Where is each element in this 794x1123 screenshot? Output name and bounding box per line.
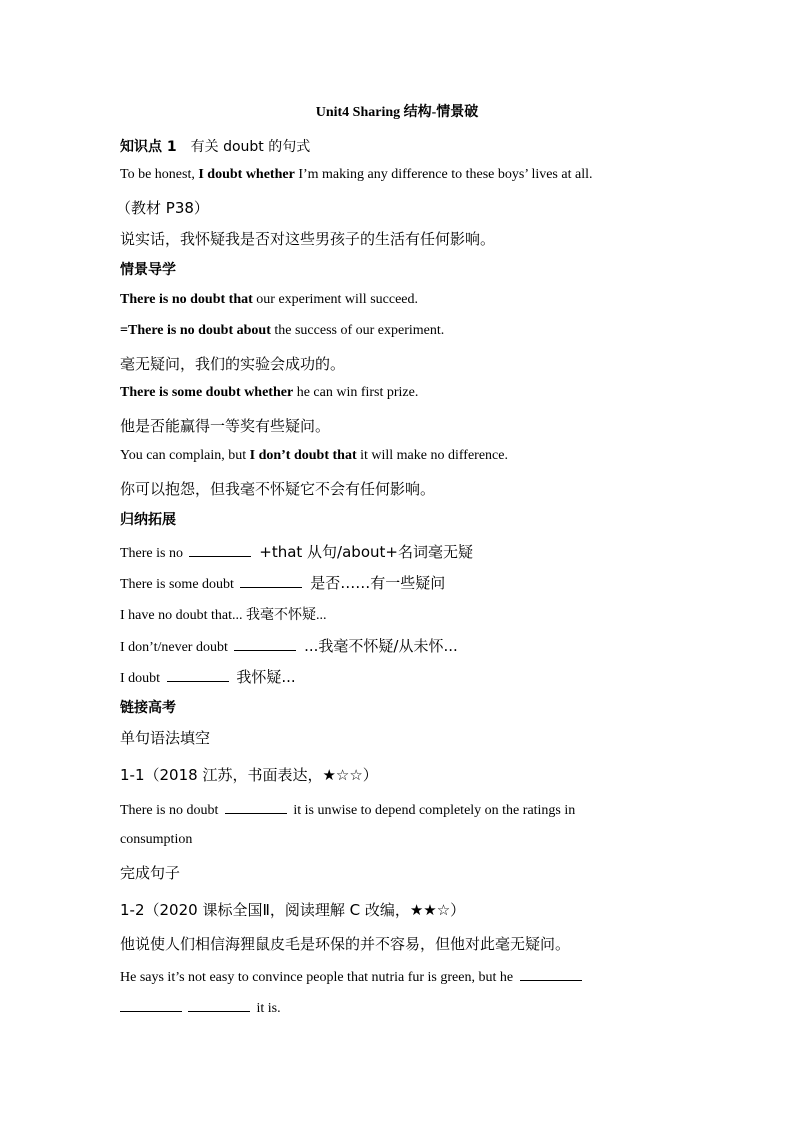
question-1-text: There is no doubt it is unwise to depend completely on the ratings in xyxy=(120,803,576,818)
situation-line: There is no doubt that our experiment will succeed. xyxy=(120,292,418,307)
section-heading-summary: 归纳拓展 xyxy=(120,512,176,528)
example-source: （教材 P38） xyxy=(116,199,209,217)
situation-translation: 你可以抱怨，但我毫不怀疑它不会有任何影响。 xyxy=(120,480,436,498)
answer-blank[interactable] xyxy=(167,669,229,682)
answer-blank[interactable] xyxy=(188,999,250,1012)
question-2-english: He says it’s not easy to convince people that nutria fur is green, but he xyxy=(120,968,585,986)
summary-line: There is no +that 从句/about+名词毫无疑 xyxy=(120,543,473,561)
knowledge-point-heading xyxy=(120,136,310,156)
answer-blank[interactable] xyxy=(120,999,182,1012)
knowledge-point-text: 有关 doubt 的句式 xyxy=(190,139,311,155)
question-2-english-cont: it is. xyxy=(120,999,281,1017)
answer-blank[interactable] xyxy=(240,575,302,588)
situation-line: =There is no doubt about the success of our experiment. xyxy=(120,323,445,338)
summary-line: I doubt 我怀疑... xyxy=(120,668,296,686)
question-1-label: 1-1（2018 江苏，书面表达，★☆☆） xyxy=(120,766,378,784)
complete-sentence-heading: 完成句子 xyxy=(120,864,181,882)
knowledge-point-label: 知识点 1 xyxy=(120,139,177,155)
answer-blank[interactable] xyxy=(234,638,296,651)
situation-translation: 他是否能赢得一等奖有些疑问。 xyxy=(120,417,331,435)
answer-blank[interactable] xyxy=(225,801,287,814)
section-heading-situation: 情景导学 xyxy=(120,262,176,278)
situation-translation: 毫无疑问，我们的实验会成功的。 xyxy=(120,355,346,373)
example-prefix: To be honest, xyxy=(120,167,199,182)
example-translation: 说实话，我怀疑我是否对这些男孩子的生活有任何影响。 xyxy=(120,230,496,248)
answer-blank[interactable] xyxy=(520,968,582,981)
example-bold: I doubt whether xyxy=(198,167,295,182)
example-sentence xyxy=(120,167,592,183)
example-suffix: I’m making any difference to these boys’ lives at all. xyxy=(294,167,593,182)
summary-line: I don’t/never doubt ...我毫不怀疑/从未怀... xyxy=(120,637,458,655)
question-2-chinese: 他说使人们相信海狸鼠皮毛是环保的并不容易，但他对此毫无疑问。 xyxy=(120,935,571,953)
question-1-continuation: consumption xyxy=(120,832,193,847)
grammar-fill-heading: 单句语法填空 xyxy=(120,729,211,747)
page-title: Unit4 Sharing 结构-情景破 xyxy=(315,105,479,120)
summary-line: There is some doubt 是否……有一些疑问 xyxy=(120,574,446,592)
question-2-label: 1-2（2020 课标全国Ⅱ，阅读理解 C 改编，★★☆） xyxy=(120,901,466,919)
situation-line: You can complain, but I don’t doubt that it will make no difference. xyxy=(120,448,508,463)
situation-line: There is some doubt whether he can win first prize. xyxy=(120,385,419,400)
summary-line: I have no doubt that... 我毫不怀疑... xyxy=(120,608,327,623)
section-heading-exam: 链接高考 xyxy=(120,700,176,716)
answer-blank[interactable] xyxy=(189,544,251,557)
